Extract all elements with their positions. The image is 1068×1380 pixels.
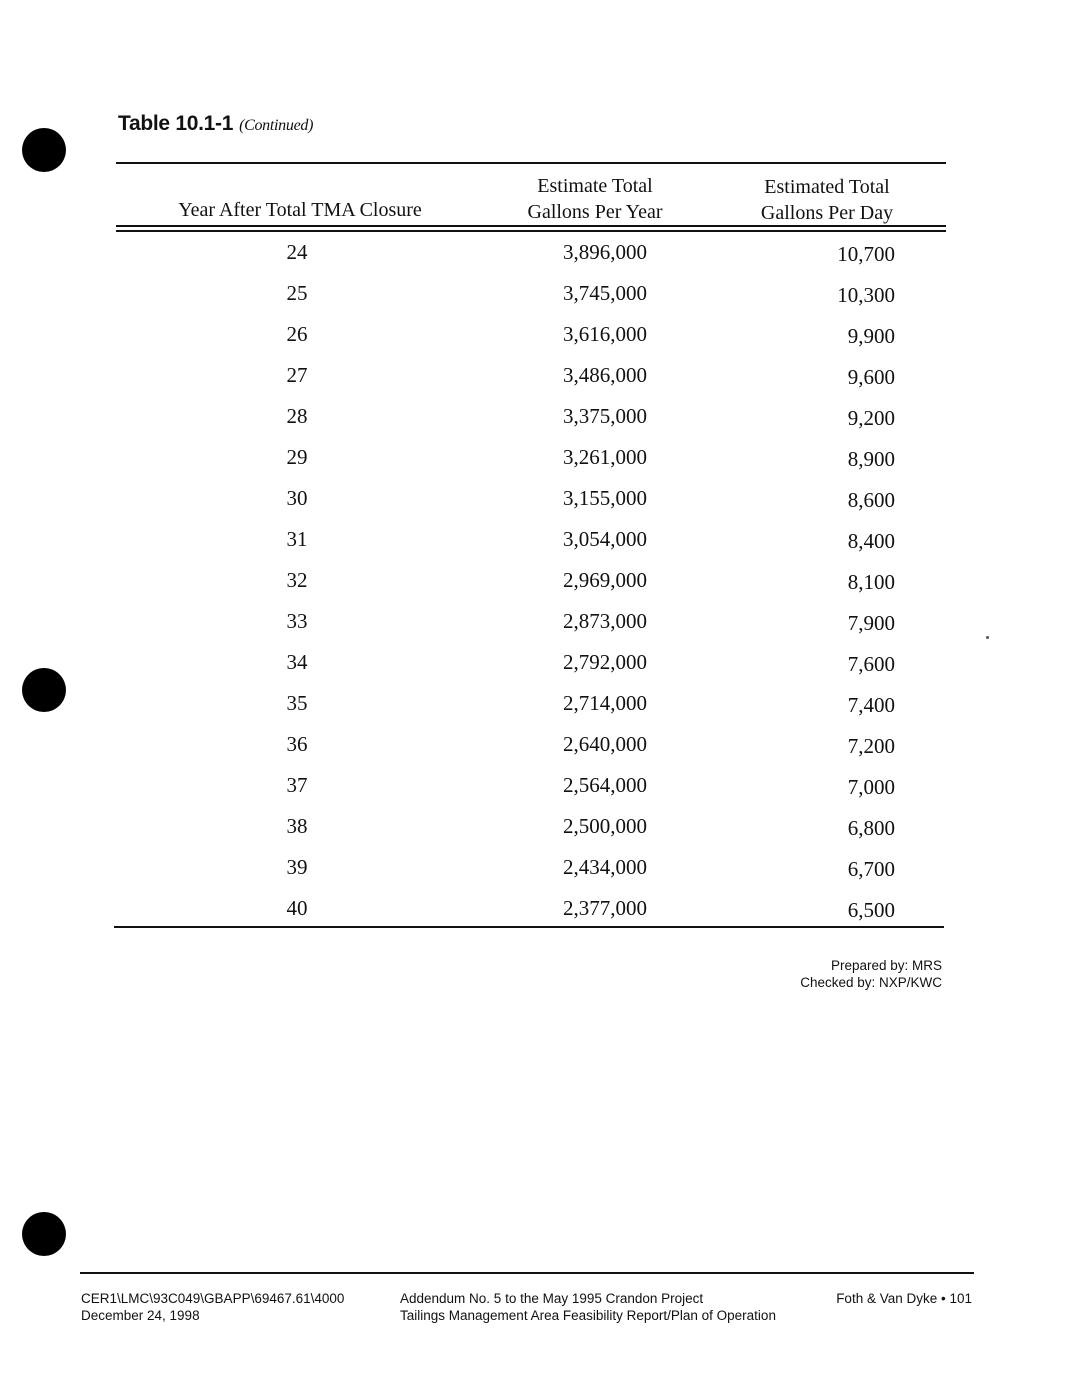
header-double-rule-bottom [116, 230, 946, 232]
table-row [115, 732, 945, 773]
footer-file-path: CER1\LMC\93C049\GBAPP\69467.61\4000 [81, 1291, 345, 1306]
table-row [115, 814, 945, 855]
footer-right [836, 1290, 972, 1307]
cell-year: 28 [286, 404, 308, 428]
cell-gallons-per-day: 7,000 [847, 775, 895, 799]
footer-rule [80, 1272, 974, 1274]
cell-gallons-per-year: 3,896,000 [563, 240, 647, 264]
table-top-rule [116, 162, 946, 164]
table-row [115, 896, 945, 937]
footer-doc-line2: Tailings Management Area Feasibility Report/Plan of Operation [400, 1308, 776, 1323]
cell-year: 40 [286, 896, 308, 920]
cell-gallons-per-year: 2,792,000 [563, 650, 647, 674]
table-title [118, 112, 313, 136]
cell-gallons-per-year: 3,375,000 [563, 404, 647, 428]
cell-gallons-per-day: 7,400 [847, 693, 895, 717]
table-row [115, 609, 945, 650]
header-gallons-per-year [500, 173, 690, 225]
cell-gallons-per-day: 10,300 [837, 283, 895, 307]
cell-gallons-per-day: 6,800 [847, 816, 895, 840]
table-row [115, 773, 945, 814]
cell-year: 36 [286, 732, 308, 756]
scan-speck [986, 636, 989, 639]
table-row [115, 527, 945, 568]
table-row [115, 855, 945, 896]
cell-gallons-per-day: 6,500 [847, 898, 895, 922]
cell-gallons-per-day: 9,200 [847, 406, 895, 430]
cell-year: 31 [286, 527, 308, 551]
table-title-main: Table 10.1-1 [118, 112, 234, 135]
table-row [115, 486, 945, 527]
cell-gallons-per-year: 3,745,000 [563, 281, 647, 305]
cell-gallons-per-day: 7,200 [847, 734, 895, 758]
checked-by: Checked by: NXP/KWC [800, 975, 942, 990]
cell-year: 32 [286, 568, 308, 592]
cell-gallons-per-year: 2,564,000 [563, 773, 647, 797]
cell-gallons-per-year: 3,486,000 [563, 363, 647, 387]
cell-gallons-per-year: 2,377,000 [563, 896, 647, 920]
cell-gallons-per-year: 2,434,000 [563, 855, 647, 879]
cell-gallons-per-year: 3,261,000 [563, 445, 647, 469]
cell-gallons-per-day: 9,900 [847, 324, 895, 348]
cell-gallons-per-year: 2,873,000 [563, 609, 647, 633]
footer-doc-line1: Addendum No. 5 to the May 1995 Crandon Project [400, 1291, 704, 1306]
cell-gallons-per-year: 2,714,000 [563, 691, 647, 715]
cell-gallons-per-year: 2,500,000 [563, 814, 647, 838]
table-row [115, 363, 945, 404]
prepared-by: Prepared by: MRS [830, 958, 942, 973]
punch-hole-bottom [22, 1212, 66, 1256]
header-year-after-closure [140, 197, 460, 223]
table-row [115, 281, 945, 322]
prepared-by-block [800, 957, 942, 991]
table-row [115, 322, 945, 363]
cell-year: 30 [286, 486, 308, 510]
header-col3-line2: Gallons Per Day [760, 202, 894, 224]
footer-date: December 24, 1998 [81, 1308, 200, 1323]
table-row [115, 240, 945, 281]
table-row [115, 691, 945, 732]
footer-center [400, 1290, 776, 1324]
cell-gallons-per-year: 2,969,000 [563, 568, 647, 592]
footer-left [81, 1290, 344, 1324]
cell-gallons-per-day: 7,900 [847, 611, 895, 635]
cell-year: 33 [286, 609, 308, 633]
header-col3-line1: Estimated Total [764, 176, 890, 198]
cell-year: 35 [286, 691, 308, 715]
cell-gallons-per-day: 8,400 [847, 529, 895, 553]
cell-year: 27 [286, 363, 308, 387]
cell-year: 26 [286, 322, 308, 346]
cell-year: 34 [286, 650, 308, 674]
table-row [115, 404, 945, 445]
cell-gallons-per-year: 3,054,000 [563, 527, 647, 551]
table-row [115, 445, 945, 486]
cell-year: 25 [286, 281, 308, 305]
header-double-rule-top [116, 225, 946, 227]
cell-gallons-per-year: 3,155,000 [563, 486, 647, 510]
cell-year: 37 [286, 773, 308, 797]
cell-year: 39 [286, 855, 308, 879]
header-col2-line1: Estimate Total [537, 175, 653, 197]
table-bottom-rule [114, 926, 944, 928]
cell-gallons-per-day: 6,700 [847, 857, 895, 881]
footer-company-page: Foth & Van Dyke • 101 [836, 1291, 972, 1306]
cell-year: 29 [286, 445, 308, 469]
cell-gallons-per-day: 8,100 [847, 570, 895, 594]
cell-gallons-per-day: 10,700 [837, 242, 895, 266]
cell-gallons-per-year: 3,616,000 [563, 322, 647, 346]
header-col1-text: Year After Total TMA Closure [178, 199, 422, 221]
punch-hole-top [22, 128, 66, 172]
cell-gallons-per-day: 8,600 [847, 488, 895, 512]
header-gallons-per-day [732, 174, 922, 226]
cell-year: 38 [286, 814, 308, 838]
table-row [115, 650, 945, 691]
cell-gallons-per-day: 9,600 [847, 365, 895, 389]
cell-gallons-per-day: 7,600 [847, 652, 895, 676]
punch-hole-middle [22, 668, 66, 712]
table-row [115, 568, 945, 609]
cell-gallons-per-day: 8,900 [847, 447, 895, 471]
cell-year: 24 [286, 240, 308, 264]
table-title-sub: (Continued) [239, 117, 314, 134]
header-col2-line2: Gallons Per Year [527, 201, 663, 223]
cell-gallons-per-year: 2,640,000 [563, 732, 647, 756]
